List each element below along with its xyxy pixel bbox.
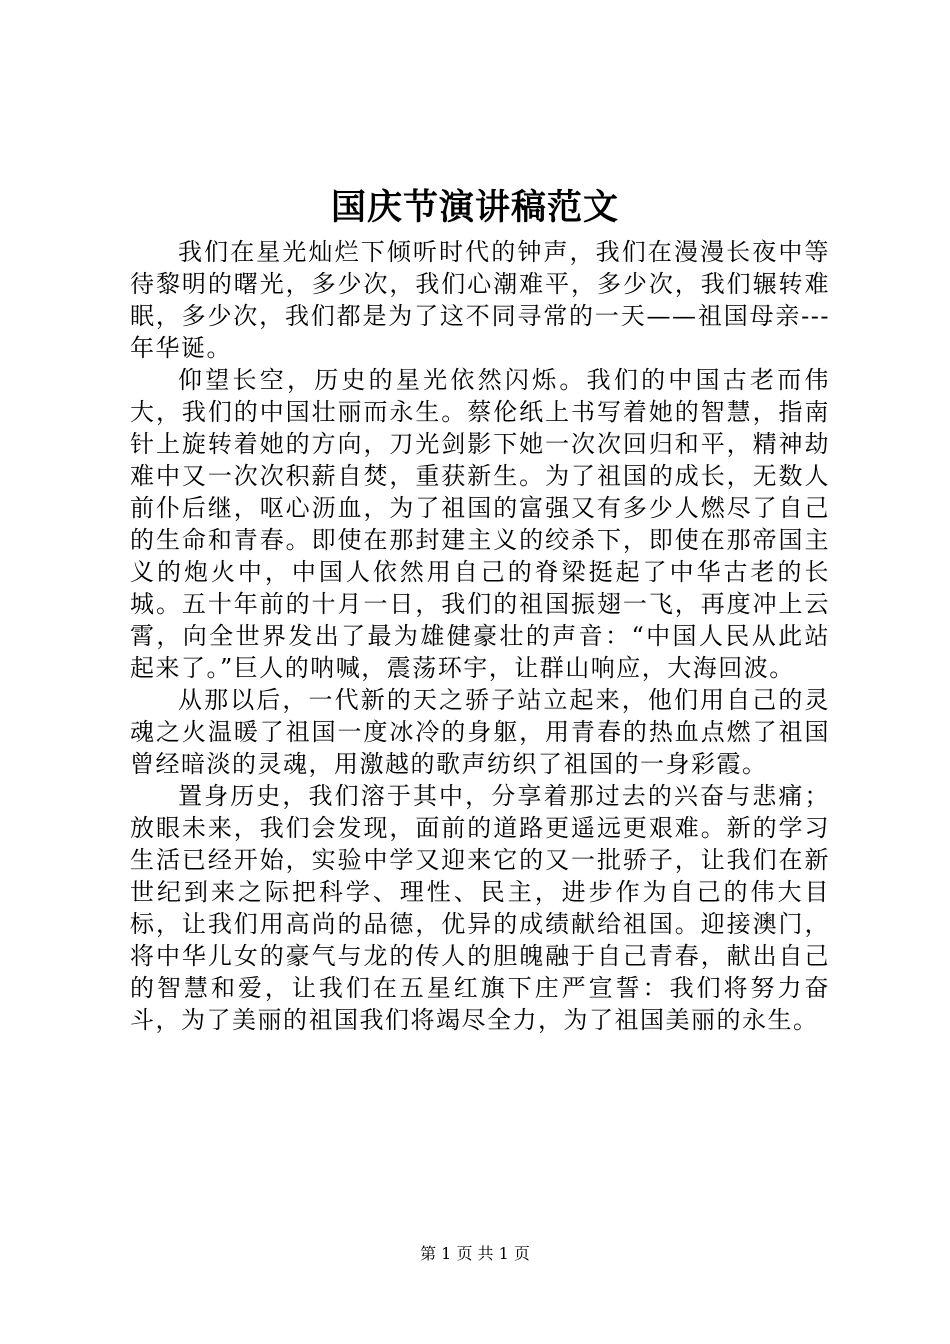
paragraph-1: 我们在星光灿烂下倾听时代的钟声，我们在漫漫长夜中等待黎明的曙光，多少次，我们心潮难平，多少次，我们辗转难眠，多少次，我们都是为了这不同寻常的一天——祖国母亲---年华诞。 — [130, 238, 830, 362]
document-title: 国庆节演讲稿范文 — [330, 187, 619, 228]
document-body — [130, 236, 830, 1036]
paragraph-4: 置身历史，我们溶于其中，分享着那过去的兴奋与悲痛；放眼未来，我们会发现，面前的道路更遥远更艰难。新的学习生活已经开始，实验中学又迎来它的又一批骄子，让我们在新世纪到来之际把科学、理性、民主，进步作为自己的伟大目标，让我们用高尚的品德，优异的成绩献给祖国。迎接澳门，将中华儿女的豪气与龙的传人的胆魄融于自己青春，献出自己的智慧和爱，让我们在五星红旗下庄严宣誓：我们将努力奋斗，为了美丽的祖国我们将竭尽全力，为了祖国美丽的永生。 — [130, 782, 830, 1034]
paragraph-2: 仰望长空，历史的星光依然闪烁。我们的中国古老而伟大，我们的中国壮丽而永生。蔡伦纸上书写着她的智慧，指南针上旋转着她的方向，刀光剑影下她一次次回归和平，精神劫难中又一次次积薪自焚，重获新生。为了祖国的成长，无数人前仆后继，呕心沥血，为了祖国的富强又有多少人燃尽了自己的生命和青春。即使在那封建主义的绞杀下，即使在那帝国主义的炮火中，中国人依然用自己的脊梁挺起了中华古老的长城。五十年前的十月一日，我们的祖国振翅一飞，再度冲上云霄，向全世界发出了最为雄健豪壮的声音：“中国人民从此站起来了。”巨人的呐喊，震荡环宇，让群山响应，大海回波。 — [130, 366, 830, 682]
paragraph-3: 从那以后，一代新的天之骄子站立起来，他们用自己的灵魂之火温暖了祖国一度冰冷的身躯，用青春的热血点燃了祖国曾经暗淡的灵魂，用激越的歌声纺织了祖国的一身彩霞。 — [130, 686, 830, 778]
page-number-footer: 第 1 页 共 1 页 — [420, 1244, 530, 1263]
